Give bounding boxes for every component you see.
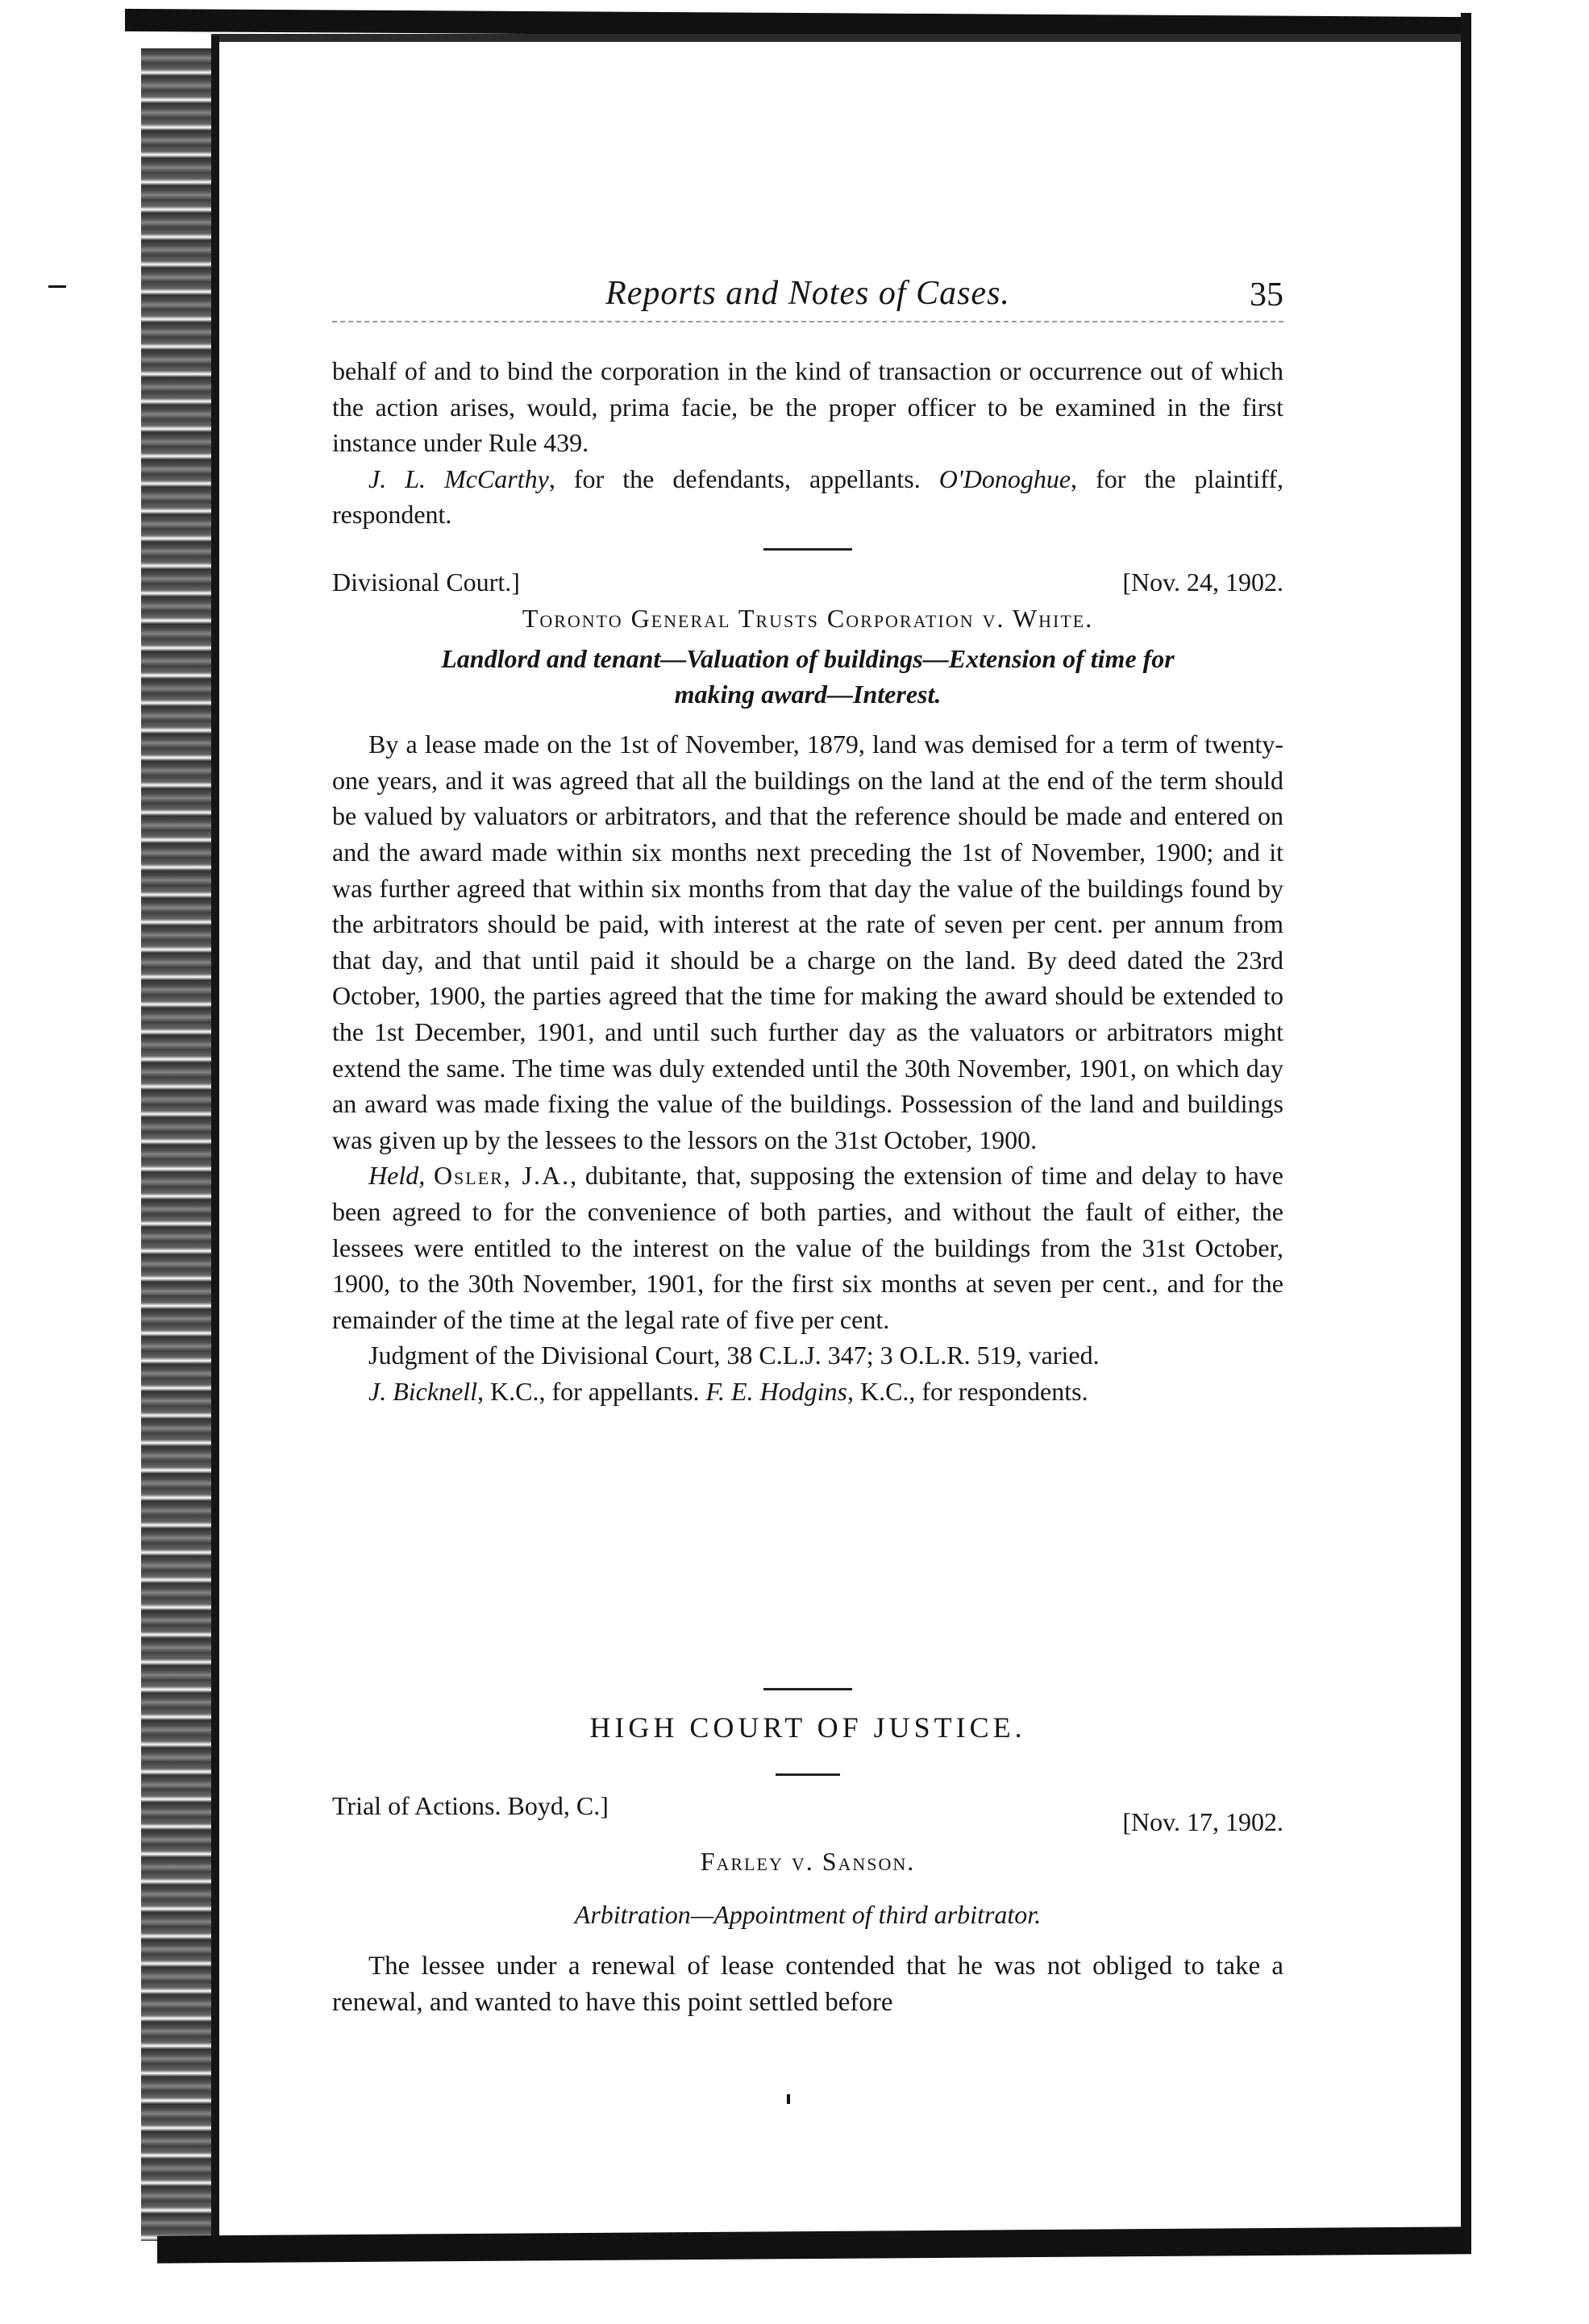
continuation-paragraph: behalf of and to bind the corporation in the kind of transaction or occurrence out of which the action arises, would, prima facie, be the proper officer to be examined in the first instance under Rule 439. <box>332 356 1283 458</box>
case-facts: By a lease made on the 1st of November, 1879, land was demised for a term of twenty-one years, and it was agreed that all the buildings on the land at the end of the term should be valued by valuators or arbitrators, and that the reference should be made and entered on and the award made within six months next preceding the 1st of November, 1900; and it was further agreed that within six months from that day the value of the buildings found by the arbitrators should be paid, with interest at the rate of seven per cent. per annum from that day, and that until paid it should be a charge on the land. By deed dated the 23rd October, 1900, the parties agreed that the time for making the award should be extended to the 1st December, 1901, and until such further day as the valuators or arbitrators might extend the same. The time was duly extended until the 30th November, 1901, on which day an award was made fixing the value of the buildings. Possession of the land and buildings was given up by the lessees to the lessors on the 31st October, 1900. <box>332 730 1283 1154</box>
counsel-role: , for the defendants, appellants. <box>548 464 921 493</box>
header-rule <box>332 321 1283 322</box>
counsel-name: J. Bicknell <box>368 1376 478 1406</box>
counsel-line <box>332 1374 1283 1410</box>
case-headnote: Arbitration—Appointment of third arbitrator. <box>574 1900 1042 1930</box>
case-holding <box>332 1158 1283 1337</box>
case-title: Farley v. Sanson. <box>700 1846 916 1876</box>
counsel-name: F. E. Hodgins <box>705 1376 847 1406</box>
running-title: Reports and Notes of Cases. <box>605 275 1010 312</box>
section-rule <box>763 548 852 551</box>
headnote-line: Landlord and tenant—Valuation of buildings—Extension of time for <box>441 644 1175 674</box>
scan-edge-left-inner <box>211 35 219 2244</box>
case-title: Toronto General Trusts Corporation v. White. <box>522 603 1094 633</box>
held-label: Held, <box>368 1161 426 1191</box>
section-rule <box>776 1773 840 1776</box>
court-name: Trial of Actions. Boyd, C.] <box>332 1791 609 1820</box>
case-2 <box>332 1788 1283 2020</box>
held-text: , dubitante, that, supposing the extension of time and delay to have been agreed to for the convenience of both parties, and without the fault of either, the lessees were entitled to the interest on the value of the buildings from the 31st October, 1900, to the 30th November, 1901, for the first six months at seven per cent., and for the remainder of the time at the legal rate of five per cent. <box>332 1161 1284 1334</box>
case-1 <box>332 564 1283 1409</box>
counsel-name: O'Donoghue <box>938 464 1071 493</box>
held-judge: Osler, J.A. <box>433 1161 571 1191</box>
page-number: 35 <box>1250 276 1283 314</box>
case-date: [Nov. 24, 1902. <box>1122 567 1283 597</box>
scan-edge-left <box>141 48 215 2241</box>
scan-edge-bottom <box>157 2226 1471 2263</box>
margin-mark <box>48 285 66 288</box>
continuation-block <box>332 353 1283 533</box>
section-rule <box>763 1688 852 1690</box>
speck-mark <box>787 2094 790 2104</box>
counsel-role: , for the plaintiff, respondent. <box>332 464 1284 530</box>
counsel-role: , K.C., for respondents. <box>846 1376 1088 1406</box>
page-header <box>332 274 1283 322</box>
case-headnote <box>332 641 1283 712</box>
case-judgment: Judgment of the Divisional Court, 38 C.L.J. 347; 3 O.L.R. 519, varied. <box>368 1341 1100 1370</box>
scan-edge-right <box>1461 13 1471 2254</box>
counsel-role: , K.C., for appellants. <box>477 1376 700 1406</box>
counsel-line <box>332 461 1283 533</box>
case-1-court-row <box>332 564 1283 601</box>
case-facts: The lessee under a renewal of lease contended that he was not obliged to take a renewal, and wanted to have this point settled before <box>332 1952 1283 2017</box>
headnote-line: making award—Interest. <box>674 680 942 709</box>
scan-edge-top-inner <box>211 34 1469 42</box>
court-name: Divisional Court.] <box>332 567 520 597</box>
case-date: [Nov. 17, 1902. <box>1122 1807 1283 1836</box>
section-heading: HIGH COURT OF JUSTICE. <box>589 1711 1026 1744</box>
counsel-name: J. L. McCarthy <box>368 464 549 493</box>
case-2-court-row <box>332 1788 1283 1840</box>
